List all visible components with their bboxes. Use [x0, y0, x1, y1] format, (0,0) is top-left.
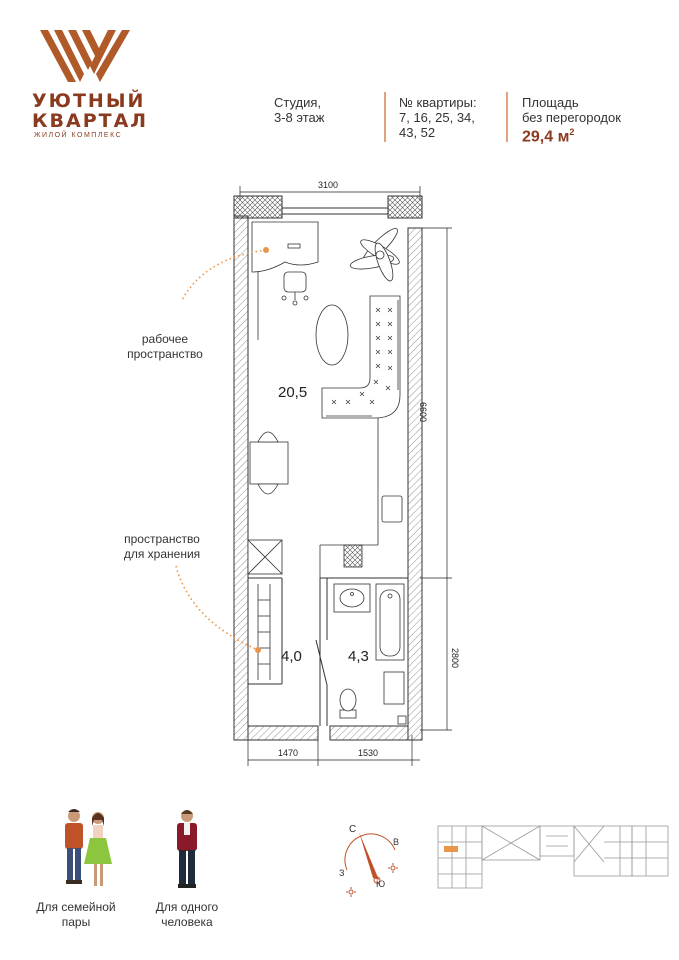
chair-icon: [282, 272, 308, 305]
key-plan-icon: [434, 822, 674, 892]
area-unit-sup: 2: [569, 127, 575, 137]
room-storage-area: 4,0: [281, 648, 302, 665]
couple-caption: [24, 900, 128, 930]
work-space-line1: рабочее: [141, 332, 189, 346]
storage-marker-dot: [255, 647, 261, 653]
dim-bottom-right-label: 1530: [358, 748, 379, 758]
round-rug: [316, 305, 348, 365]
apartment-type-line1: Студия,: [274, 95, 322, 110]
compass-south: Ю: [376, 879, 386, 889]
brand-subtitle: ЖИЛОЙ КОМПЛЕКС: [34, 132, 123, 139]
compass-north: С: [349, 824, 357, 835]
area-label-line2: без перегородок: [522, 110, 621, 125]
kitchen-counter: [320, 418, 402, 578]
couple-caption-line2: пары: [61, 915, 91, 929]
fan-plant-icon: [349, 225, 402, 283]
storage-line2: для хранения: [123, 547, 201, 561]
work-marker-dot: [263, 247, 269, 253]
area-label-line1: Площадь: [522, 95, 579, 110]
compass-west: З: [339, 868, 345, 878]
apartment-numbers-label: № квартиры:: [399, 95, 477, 110]
brand-name-line1: УЮТНЫЙ: [32, 90, 146, 112]
single-caption-line1: Для одного: [155, 900, 219, 914]
room-main-area: 20,5: [278, 384, 308, 401]
couple-figure-icon: [52, 808, 122, 898]
storage: [248, 540, 282, 680]
area-value-number: 29,4 м: [522, 128, 570, 146]
key-plan-highlight: [444, 846, 458, 852]
work-space-note: [110, 332, 220, 362]
room-bath-area: 4,3: [348, 648, 369, 665]
dim-right-main-label: 6600: [418, 402, 428, 423]
compass-icon: [333, 822, 413, 902]
dim-bottom-left-label: 1470: [278, 748, 299, 758]
dining-table: [250, 432, 288, 494]
dim-top-label: 3100: [318, 180, 339, 190]
brand-name-line2: КВАРТАЛ: [32, 110, 149, 132]
storage-note: [106, 532, 218, 562]
dimension-right: [420, 228, 452, 730]
couple-caption-line1: Для семейной: [36, 900, 116, 914]
man-figure-icon: [172, 808, 202, 898]
bathroom-fixtures: [334, 584, 406, 724]
single-caption-line2: человека: [161, 915, 213, 929]
compass-east: В: [393, 837, 400, 847]
single-caption: [140, 900, 234, 930]
dim-right-lower-label: 2800: [450, 648, 460, 669]
storage-line1: пространство: [124, 532, 200, 546]
work-space-line2: пространство: [127, 347, 203, 361]
apartment-numbers-line1: 7, 16, 25, 34,: [399, 110, 475, 125]
apartment-floor: 3-8 этаж: [274, 110, 325, 125]
apartment-numbers-line2: 43, 52: [399, 125, 436, 140]
